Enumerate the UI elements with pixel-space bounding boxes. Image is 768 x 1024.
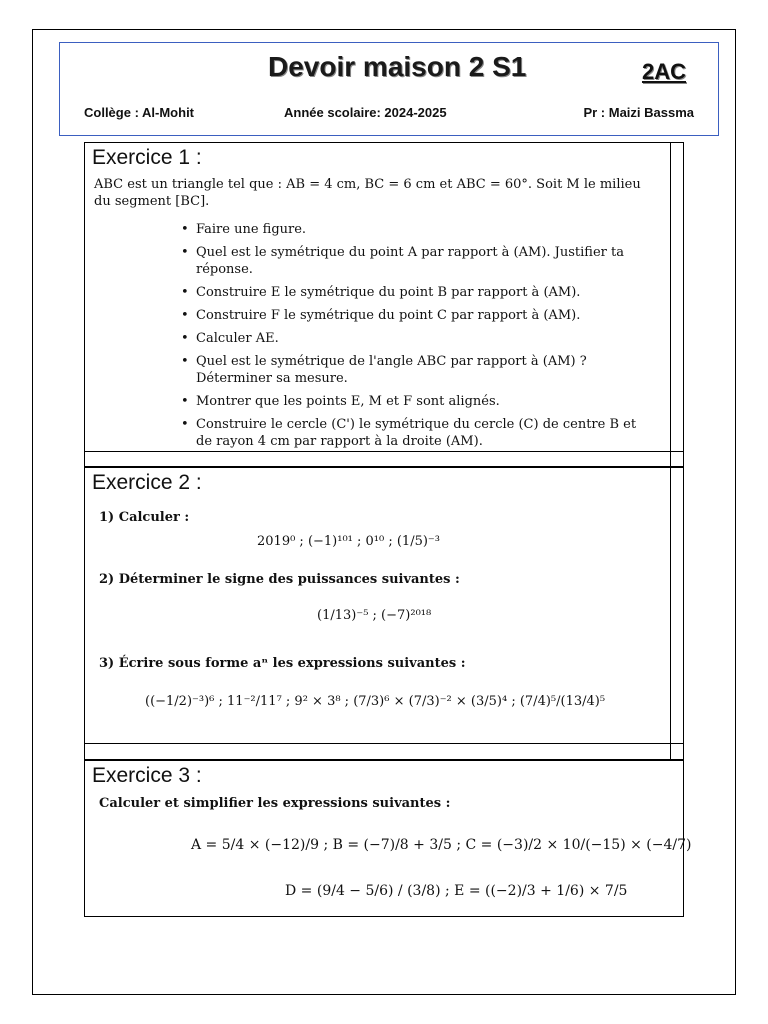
exercise-1-box (84, 142, 684, 467)
exercise-1-title: Exercice 1 : (92, 146, 202, 169)
formula-2: (1/13)⁻⁵ ; (−7)²⁰¹⁸ (317, 608, 432, 623)
page-title: Devoir maison 2 S1 (268, 51, 527, 82)
exercise-3-title: Exercice 3 : (92, 764, 202, 787)
college-name: Collège : Al-Mohit (84, 105, 195, 120)
class-level: 2AC (641, 59, 686, 84)
margin-rail (670, 143, 671, 466)
question-item: • Faire une figure. (181, 221, 641, 238)
exercise-1-questions (181, 221, 641, 456)
question-item: • Construire le cercle (C') le symétrique du cercle (C) de centre B et de rayon 4 cm par rapport à la droite (AM). (181, 416, 641, 450)
section-divider (84, 451, 684, 452)
exercise-2-title: Exercice 2 : (92, 471, 202, 494)
question-item: • Quel est le symétrique du point A par rapport à (AM). Justifier ta réponse. (181, 244, 641, 278)
formula-3: ((−1/2)⁻³)⁶ ; 11⁻²/11⁷ ; 9² × 3⁸ ; (7/3)⁶ × (7/3)⁻² × (3/5)⁴ ; (7/4)⁵/(13/4)⁵ (145, 694, 606, 709)
formula-1: 2019⁰ ; (−1)¹⁰¹ ; 0¹⁰ ; (1/5)⁻³ (257, 534, 441, 549)
question-item: • Construire F le symétrique du point C par rapport à (AM). (181, 307, 641, 324)
question-1-label: 1) Calculer : (99, 510, 190, 525)
expressions-line-1: A = 5/4 × (−12)/9 ; B = (−7)/8 + 3/5 ; C = (−3)/2 × 10/(−15) × (−4/7) (191, 837, 692, 853)
question-item: • Construire E le symétrique du point B par rapport à (AM). (181, 284, 641, 301)
section-divider (84, 743, 684, 744)
school-year: Année scolaire: 2024-2025 (284, 105, 447, 120)
question-item: • Montrer que les points E, M et F sont alignés. (181, 393, 641, 410)
header-box (59, 42, 719, 136)
exercise-3-box (84, 760, 692, 917)
question-2-label: 2) Déterminer le signe des puissances suivantes : (99, 572, 460, 587)
margin-rail (670, 468, 671, 759)
exercise-3-intro: Calculer et simplifier les expressions suivantes : (99, 796, 451, 811)
exercise-2-box (84, 467, 684, 760)
exercise-1-statement: ABC est un triangle tel que : AB = 4 cm, BC = 6 cm et ABC = 60°. Soit M le milieu du segment [BC]. (94, 177, 641, 209)
expressions-line-2: D = (9/4 − 5/6) / (3/8) ; E = ((−2)/3 + 1/6) × 7/5 (285, 883, 628, 899)
question-item: • Quel est le symétrique de l'angle ABC par rapport à (AM) ? Déterminer sa mesure. (181, 353, 641, 387)
teacher-name: Pr : Maizi Bassma (583, 105, 694, 120)
question-3-label: 3) Écrire sous forme aⁿ les expressions suivantes : (99, 656, 466, 671)
question-item: • Calculer AE. (181, 330, 641, 347)
